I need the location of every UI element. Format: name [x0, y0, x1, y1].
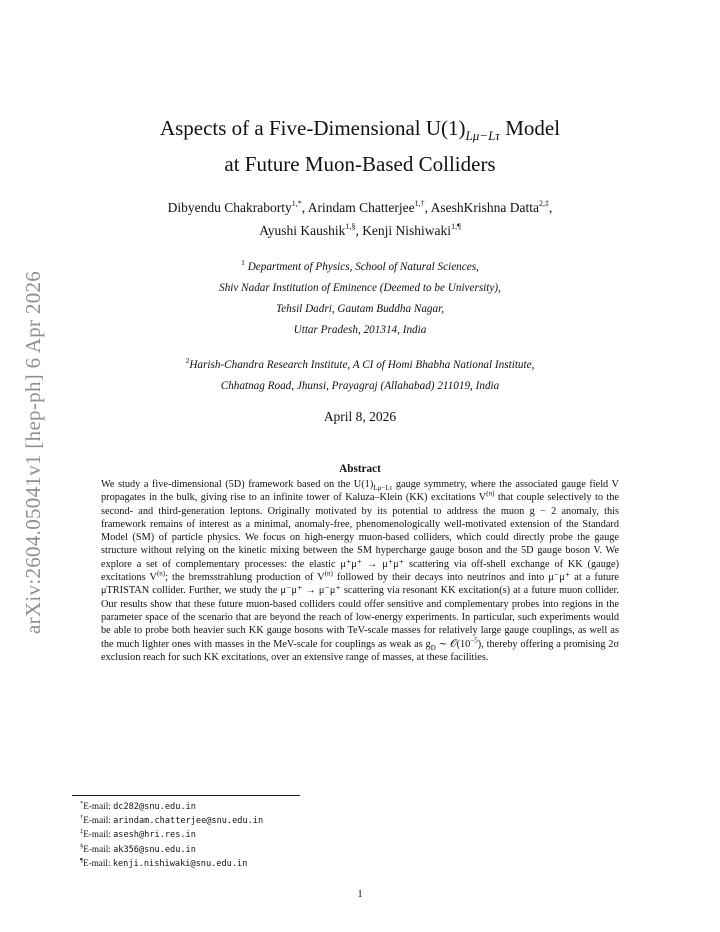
footnotes — [80, 800, 580, 871]
arxiv-identifier-stamp: arXiv:2604.05041v1 [hep-ph] 6 Apr 2026 — [21, 270, 45, 634]
abstract-body: We study a five-dimensional (5D) framework based on the $U(1)_{L\mu-L\tau}$ gauge symmetry, where the associated gauge field V propagates in the bulk, giving rise to an infinite tower of Kaluza–Klein (KK) excitations $V^{(n)}$ that couple selectively to the second- and third-generation leptons. Originally motivated by its potential to address the muon g − 2 anomaly, this framework remains of interest as a minimal, anomaly-free, phenomenologically well-motivated extension of the Standard Model (SM) of particle physics. We focus on high-energy muon-based colliders, which could directly probe the gauge structure without relying on the kinetic mixing between the SM hypercharge gauge boson and the 5D gauge boson V. We explore a set of complementary processes: the elastic μ⁺μ⁺ → μ⁺μ⁺ scattering via off-shell exchange of KK (gauge) excitations $V^{(n)}$; the bremsstrahlung production of $V^{(n)}$ followed by their decays into neutrinos and into μ⁻μ⁺ at a future μTRISTAN collider. Further, we study the μ⁻μ⁺ → μ⁻μ⁺ scattering via resonant KK excitation(s) at a future muon collider. Our results show that these future muon-based colliders could offer sensitive and complementary probes into regions in the parameter space of the scenario that are beyond the reach of low-energy experiments. In particular, such experiments would be able to probe both heavier such KK gauge bosons with TeV-scale masses for relatively large gauge couplings, as well as the much lighter ones with masses in the MeV-scale for couplings as weak as $g_D$ ∼ $𝒪(10^{-5})$, thereby offering a promising 2σ exclusion reach for such KK excitations, over an extensive range of masses, at these facilities. — [101, 479, 619, 663]
author-mark: 2,‡ — [538, 199, 549, 208]
email-link[interactable]: ak356@snu.edu.in — [113, 844, 196, 855]
author-name: Kenji Nishiwaki — [362, 223, 452, 238]
footnote-item: ‡E-mail: asesh@hri.res.in — [80, 828, 196, 841]
author-mark: 1,* — [291, 199, 302, 208]
footnote-item: †E-mail: arindam.chatterjee@snu.edu.in — [80, 814, 264, 827]
footnote-divider — [72, 795, 300, 796]
author-line-1: Dibyendu Chakraborty$^{1,*}$, Arindam Chatterjee$^{1,\dagger}$, AseshKrishna Datta$^{2,\ddagger}$, — [167, 199, 553, 215]
footnote-item: ¶E-mail: kenji.nishiwaki@snu.edu.in — [80, 856, 248, 869]
affiliation-2: $^2$Harish-Chandra Research Institute, A CI of Homi Bhabha National Institute, Chhatnag Road, Jhunsi, Prayagraj (Allahabad) 211019, India — [185, 356, 535, 392]
email-link[interactable]: dc282@snu.edu.in — [113, 802, 196, 812]
author-line-2: Ayushi Kaushik$^{1,\S}$, Kenji Nishiwaki$^{1,\P}$ — [259, 222, 461, 238]
affiliation-mark: 1 — [241, 258, 245, 267]
title-line-1: Aspects of a Five-Dimensional $U(1)_{L\mu-L\tau}$ Model — [159, 116, 561, 143]
author-mark: 1,† — [414, 199, 425, 208]
author-list — [100, 196, 620, 242]
paper-title — [100, 114, 620, 179]
email-link[interactable]: kenji.nishiwaki@snu.edu.in — [112, 858, 248, 869]
affiliation-1: $^1$ Department of Physics, School of Natural Sciences, Shiv Nadar Institution of Eminence (Deemed to be University), Tehsil Dadri, Gautam Buddha Nagar, Uttar Pradesh, 201314, India — [219, 258, 501, 336]
author-name: AseshKrishna Datta — [430, 200, 539, 215]
affiliation-mark: 2 — [185, 356, 190, 365]
email-link[interactable]: arindam.chatterjee@snu.edu.in — [113, 816, 264, 827]
author-mark: 1,¶ — [451, 222, 461, 231]
publication-date: April 8, 2026 — [323, 409, 397, 424]
title-line-2: at Future Muon-Based Colliders — [224, 152, 496, 176]
footnote-item: §E-mail: ak356@snu.edu.in — [80, 842, 196, 855]
footnote-item: *E-mail: dc282@snu.edu.in — [80, 800, 196, 812]
title-subscript: Lμ−Lτ — [465, 128, 500, 143]
email-link[interactable]: asesh@hri.res.in — [113, 830, 196, 841]
author-name: Arindam Chatterjee — [307, 200, 415, 215]
page-number: 1 — [357, 888, 363, 900]
author-name: Dibyendu Chakraborty — [167, 200, 292, 215]
abstract-heading: Abstract — [339, 463, 381, 475]
author-name: Ayushi Kaushik — [259, 223, 346, 238]
author-mark: 1,§ — [345, 222, 356, 231]
